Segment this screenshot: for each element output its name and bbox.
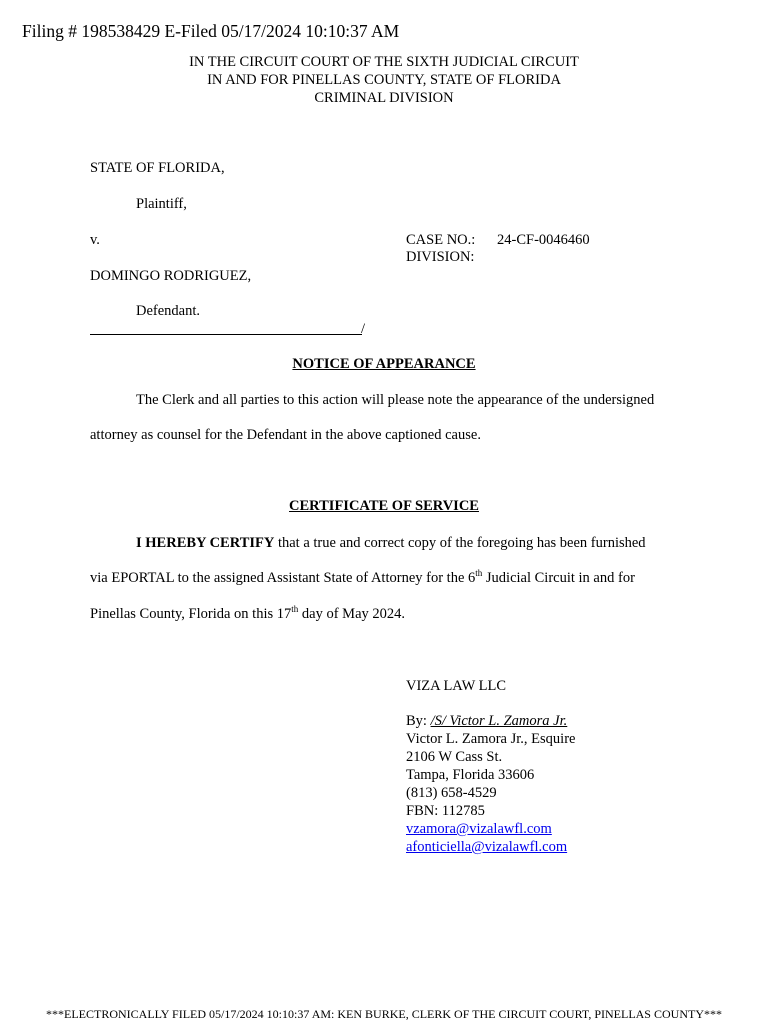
certificate-line-1-rest: that a true and correct copy of the foregoing has been furnished (274, 535, 646, 551)
notice-line-1: The Clerk and all parties to this action will please note the appearance of the undersigned (136, 392, 655, 408)
certificate-line-3-post: day of May 2024. (298, 606, 405, 622)
defendant-name: DOMINGO RODRIGUEZ, (90, 268, 252, 284)
notice-title: NOTICE OF APPEARANCE (292, 356, 476, 372)
certificate-line-3-pre: Pinellas County, Florida on this 17 (90, 606, 292, 622)
e-signature: /S/ Victor L. Zamora Jr. (430, 713, 568, 729)
efile-footer: ***ELECTRONICALLY FILED 05/17/2024 10:10:37 AM: KEN BURKE, CLERK OF THE CIRCUIT COURT, PINELLAS COUNTY*** (46, 1007, 722, 1021)
address-street: 2106 W Cass St. (406, 749, 503, 765)
case-no-label: CASE NO.: (406, 232, 476, 248)
certificate-line-2-post: Judicial Circuit in and for (482, 570, 635, 586)
certificate-line-1 (136, 535, 646, 552)
email-link-secondary[interactable]: afonticiella@vizalawfl.com (406, 839, 568, 855)
fbn-number: FBN: 112785 (406, 803, 485, 819)
by-label: By: (406, 713, 431, 729)
caption-slash: / (361, 321, 366, 337)
plaintiff-name: STATE OF FLORIDA, (90, 160, 225, 176)
email-link-primary[interactable]: vzamora@vizalawfl.com (406, 821, 552, 837)
certificate-line-3 (90, 606, 405, 623)
case-no-value: 24-CF-0046460 (497, 232, 590, 248)
certificate-line-2-pre: via EPORTAL to the assigned Assistant State of Attorney for the 6 (90, 570, 476, 586)
ordinal-suffix: th (475, 568, 483, 579)
defendant-role: Defendant. (136, 303, 201, 319)
notice-line-2: attorney as counsel for the Defendant in the above captioned cause. (90, 427, 481, 443)
address-city: Tampa, Florida 33606 (406, 767, 535, 783)
certificate-line-2 (90, 570, 635, 587)
versus: v. (90, 232, 100, 248)
court-line-3: CRIMINAL DIVISION (314, 90, 454, 106)
phone-number: (813) 658-4529 (406, 785, 497, 801)
attorney-name: Victor L. Zamora Jr., Esquire (406, 731, 576, 747)
court-line-1: IN THE CIRCUIT COURT OF THE SIXTH JUDICIAL CIRCUIT (189, 54, 579, 70)
ordinal-suffix: th (291, 604, 299, 615)
caption-rule (90, 334, 362, 335)
firm-name: VIZA LAW LLC (406, 678, 507, 694)
plaintiff-role: Plaintiff, (136, 196, 187, 212)
court-line-2: IN AND FOR PINELLAS COUNTY, STATE OF FLORIDA (207, 72, 561, 88)
certify-lead: I HEREBY CERTIFY (136, 535, 275, 551)
signature-line (406, 713, 567, 730)
filing-header: Filing # 198538429 E-Filed 05/17/2024 10:10:37 AM (22, 21, 400, 41)
certificate-title: CERTIFICATE OF SERVICE (289, 498, 479, 514)
division-label: DIVISION: (406, 249, 475, 265)
